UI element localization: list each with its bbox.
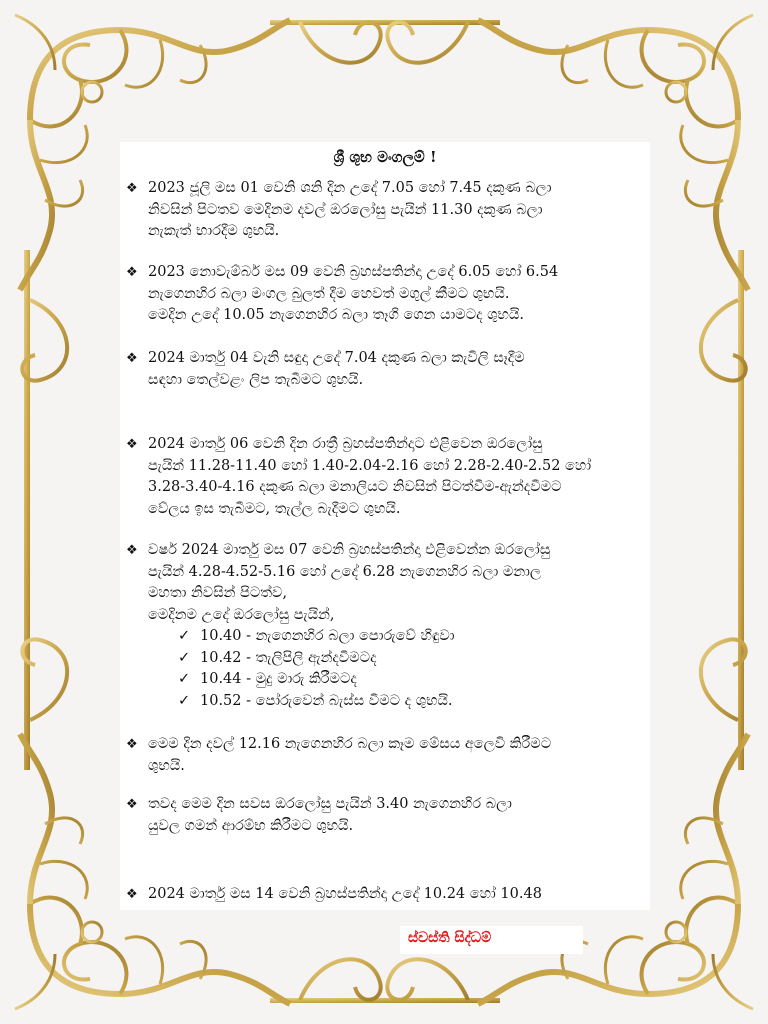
item-text-line: මහතා නිවසින් පිටත්ව, [148, 585, 288, 601]
item-text-line: සඳහා තෙල්වළං ලිප තැබීමට ශුභයි. [148, 371, 364, 388]
diamond-bullet-icon: ❖ [126, 737, 138, 752]
checklist-item [148, 669, 642, 691]
list-item [126, 540, 642, 712]
item-text-line: 2024 මාර්තු 06 වෙනි දින රාත්‍රී බ්‍රහස්පතින්දාට එළිවෙන ඔරලෝසු [148, 436, 543, 452]
checklist-text: 10.44 - මුදු මාරු කිරීමටද [200, 671, 357, 687]
checkmark-icon: ✓ [178, 628, 191, 644]
footer-box [400, 926, 583, 954]
diamond-bullet-icon: ❖ [126, 181, 138, 196]
diamond-bullet-icon: ❖ [126, 437, 138, 452]
item-text-line: 2023 නොවැම්බර් මස 09 වෙනි බ්‍රහස්පතින්දා උදේ 6.05 හෝ 6.54 [148, 264, 559, 280]
item-text-line: නැකැත් භාරදීම ශුභයි. [148, 223, 280, 239]
diamond-bullet-icon: ❖ [126, 543, 138, 558]
item-text-line: මෙදින උදේ 10.05 නැගෙනහිර බලා තෑගි ගෙන යාමටද ශුභයි. [148, 307, 524, 323]
checklist-item [148, 648, 642, 670]
item-text-line: තවද මෙම දින සවස ඔරලෝසු පැයින් 3.40 නැගෙනහිර බලා [148, 796, 512, 812]
list-item [126, 348, 642, 391]
item-text-line: 2023 ජූලි මස 01 වෙනි ශනි දින උදේ 7.05 හෝ 7.45 දකුණ බලා [148, 180, 552, 196]
item-text-line: මෙම දින දවල් 12.16 නැගෙනහිර බලා කෑම මේසය අලෙවි කිරීමට [148, 736, 552, 752]
item-text-line: නිවසින් පිටතව මෙදිනම දවල් ඔරලෝසු පැයින් 11.30 දකුණ බලා [148, 201, 543, 218]
item-text-line: නැගෙනහිර බලා මංගල බුලත් දීම හෙවත් මගුල් කීමට ශුභයි. [148, 285, 510, 302]
item-text-line: පැයින් 4.28-4.52-5.16 හෝ උදේ 6.28 නැගෙනහිර බලා මනාල [148, 563, 541, 580]
item-text-line: වේලය ඉස තැබීමට, තැල්ල බැදීමට ශුභයි. [148, 500, 401, 517]
item-text-line: 2024 මාර්තු මස 14 වෙනි බ්‍රහස්පතින්දා උදේ 10.24 හෝ 10.48 [148, 886, 542, 902]
list-item [126, 262, 642, 327]
list-item [126, 734, 642, 777]
diamond-bullet-icon: ❖ [126, 797, 138, 812]
checkmark-icon: ✓ [178, 649, 191, 666]
item-text-line: වර්ෂ 2024 මාර්තු මස 07 වෙනි බ්‍රහස්පතින්දා එළිවෙන්න ඔරලෝසු [148, 542, 551, 558]
checklist-text: 10.40 - නැගෙනහිර බලා පොරුවේ හිඳුවා [200, 628, 455, 644]
list-item [126, 178, 642, 243]
item-text-line: ශුභයි. [148, 757, 185, 774]
footer-blessing: ස්වස්ති සිද්ධම් [408, 930, 492, 946]
item-text-line: පැයින් 11.28-11.40 හෝ 1.40-2.04-2.16 හෝ 2.28-2.40-2.52 හෝ [148, 457, 592, 474]
page-title: ශ්‍රී ශුභ මංගලම් ! [333, 148, 437, 166]
checkmark-icon: ✓ [178, 692, 191, 709]
list-item [126, 434, 642, 520]
checklist-item [148, 626, 642, 648]
diamond-bullet-icon: ❖ [126, 887, 138, 902]
checklist-item [148, 691, 642, 713]
diamond-bullet-icon: ❖ [126, 351, 138, 366]
list-item [126, 884, 642, 906]
diamond-bullet-icon: ❖ [126, 265, 138, 280]
list-item [126, 794, 642, 837]
checkmark-icon: ✓ [178, 671, 191, 687]
item-text-line: 3.28-3.40-4.16 දකුණ බලා මනාලියට නිවසින් පිටත්වීම-ඇන්දවීමට [148, 479, 562, 495]
item-text-line: යුවල ගමන් ආරම්භ කිරීමට ශුභයි. [148, 817, 354, 834]
checklist-text: 10.42 - තැලිපිලි ඇන්දවීමටද [200, 649, 377, 666]
checklist-text: 10.52 - පෝරුවෙන් බැස්ස වීමට ද ශුභයි. [200, 692, 453, 709]
item-text-line: 2024 මාර්තු 04 වැනි සඳුදා උදේ 7.04 දකුණ බලා කැවිලි සෑදීම [148, 350, 525, 366]
item-text-line: මෙදිනම උදේ ඔරලෝසු පැයින්, [148, 606, 335, 623]
content-panel [120, 142, 650, 910]
